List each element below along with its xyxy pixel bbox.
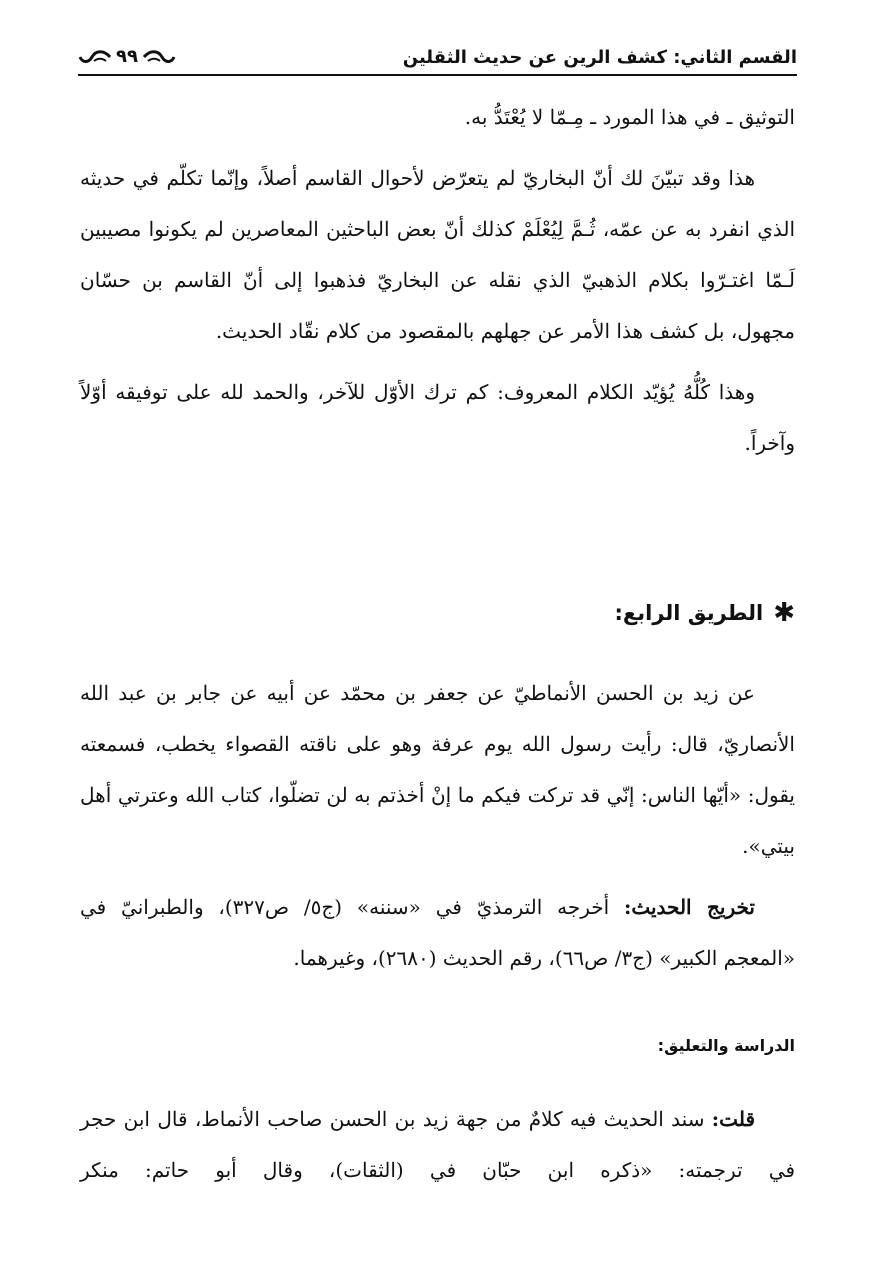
paragraph-3: وهذا كُلُّهُ يُؤيّد الكلام المعروف: كم ترك الأوّل للآخر، والحمد لله على توفيقه أوّلاً وآخراً. [80,380,795,455]
section-heading-text: الطريق الرابع: [614,601,764,625]
paragraph-1: التوثيق ـ في هذا المورد ـ مِـمّا لا يُعْتَدُّ به. [464,105,795,129]
qultu-text: سند الحديث فيه كلامٌ من جهة زيد بن الحسن صاحب الأنماط، قال ابن حجر في ترجمته: «ذكره ابن حبّان في (الثقات)، وقال أبو حاتم: منكر [80,1107,795,1182]
study-heading: الدراسة والتعليق: [657,1036,795,1055]
running-header [78,34,797,76]
main-text [80,92,795,469]
ornament-right-icon [142,48,176,66]
page-number: ٩٩ [116,46,138,67]
qultu-paragraph [80,1094,795,1196]
qultu-label: قلت: [711,1107,755,1131]
asterisk-icon: ✱ [773,598,795,628]
takhrij-label: تخريج الحديث: [623,895,755,919]
header-title: القسم الثاني: كشف الرين عن حديث الثقلين [402,47,797,68]
takhrij-text: أخرجه الترمذيّ في «سننه» (ج٥/ ص٣٢٧)، والطبرانيّ في «المعجم الكبير» (ج٣/ ص٦٦)، رقم الحديث (٢٦٨٠)، وغيرهما. [80,895,795,970]
section-heading-fourth-route [615,600,796,626]
page-number-ornament [78,42,176,74]
hadith-text: عن زيد بن الحسن الأنماطيّ عن جعفر بن محمّد عن أبيه عن جابر بن عبد الله الأنصاريّ، قال: رأيت رسول الله يوم عرفة وهو على ناقته القصواء يخطب، فسمعته يقول: «أيّها الناس: إنّي قد تركت فيكم ما إنْ أخذتم به لن تضلّوا، كتاب الله وعترتي أهل بيتي». [80,681,795,858]
ornament-left-icon [78,48,112,66]
takhrij-paragraph [80,882,795,984]
study-block [80,1094,795,1196]
hadith-block [80,668,795,984]
paragraph-2: هذا وقد تبيّنَ لك أنّ البخاريّ لم يتعرّض لأحوال القاسم أصلاً، وإنّما تكلّم في حديثه الذي انفرد به عن عمّه، ثُـمَّ لِيُعْلَمْ كذلك أنّ بعض الباحثين المعاصرين لم يكونوا مصيبين لَـمّا اغتـرّوا بكلام الذهبيّ الذي نقله عن البخاريّ فذهبوا إلى أنّ القاسم بن حسّان مجهول، بل كشف هذا الأمر عن جهلهم بالمقصود من كلام نقّاد الحديث. [80,166,795,343]
